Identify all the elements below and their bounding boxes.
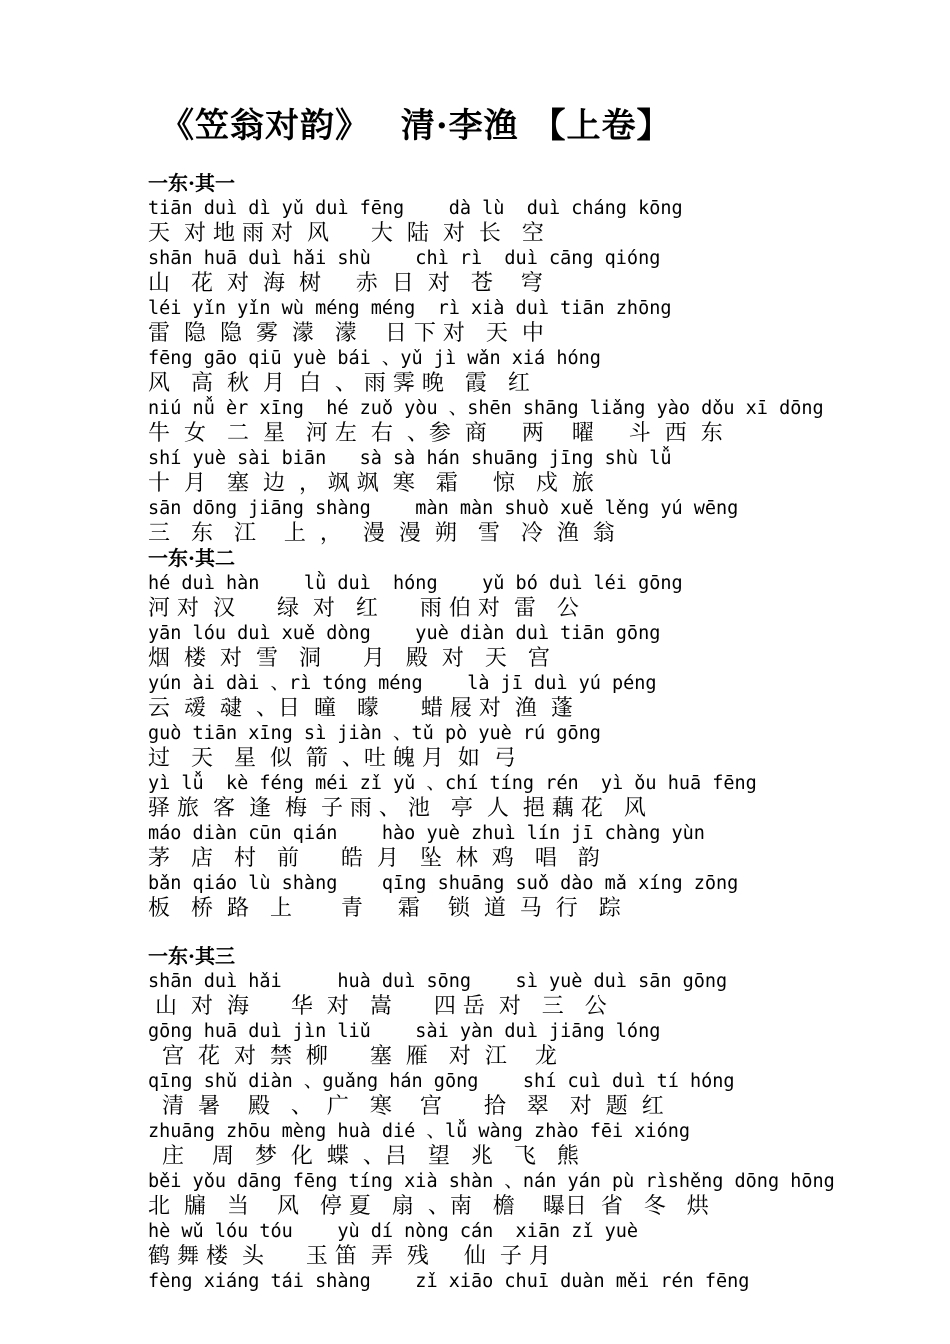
section-heading: 一东·其二	[148, 546, 235, 570]
pinyin-line: sān dōng jiāng shàng màn màn shuò xuě lěng yú wēng	[148, 498, 739, 519]
hanzi-line: 板 桥 路 上 青 霜 锁 道 马 行 踪	[148, 896, 621, 921]
pinyin-line: shí yuè sài biān sà sà hán shuāng jīng shù lǚ	[148, 448, 672, 469]
section-3	[148, 944, 868, 1294]
hanzi-line: 鹤 舞 楼 头 玉 笛 弄 残 仙 子 月	[148, 1244, 551, 1269]
pinyin-line: guò tiān xīng sì jiàn 、tǔ pò yuè rú gōng	[148, 723, 601, 744]
pinyin-line: zhuāng zhōu mèng huà dié 、lǚ wàng zhào fēi xióng	[148, 1121, 690, 1142]
pinyin-line: hè wǔ lóu tóu yù dí nòng cán xiān zǐ yuè	[148, 1221, 639, 1242]
pinyin-line: qīng shǔ diàn 、guǎng hán gōng shí cuì duì tí hóng	[148, 1071, 735, 1092]
hanzi-line: 过 天 星 似 箭 、吐 魄 月 如 弓	[148, 746, 516, 771]
hanzi-line: 宫 花 对 禁 柳 塞 雁 对 江 龙	[148, 1044, 557, 1069]
hanzi-line: 三 东 江 上 ， 漫 漫 朔 雪 冷 渔 翁	[148, 521, 615, 546]
hanzi-line: 天 对 地 雨 对 风 大 陆 对 长 空	[148, 221, 544, 246]
hanzi-line: 清 暑 殿 、 广 寒 宫 拾 翠 对 题 红	[148, 1094, 664, 1119]
section-heading: 一东·其三	[148, 944, 235, 968]
hanzi-line: 十 月 塞 边 ， 飒 飒 寒 霜 惊 戍 旅	[148, 471, 594, 496]
pinyin-line: shān duì hǎi huà duì sōng sì yuè duì sān gōng	[148, 971, 728, 992]
pinyin-line: shān huā duì hǎi shù chì rì duì cāng qióng	[148, 248, 661, 269]
pinyin-line: tiān duì dì yǔ duì fēng dà lù duì cháng kōng	[148, 198, 683, 219]
section-heading: 一东·其一	[148, 171, 235, 195]
hanzi-line: 庄 周 梦 化 蝶 、吕 望 兆 飞 熊	[148, 1144, 579, 1169]
hanzi-line: 河 对 汉 绿 对 红 雨 伯 对 雷 公	[148, 596, 579, 621]
pinyin-line: bǎn qiáo lù shàng qīng shuāng suǒ dào mǎ xíng zōng	[148, 873, 739, 894]
document-title: 《笠翁对韵》 清·李渔 【上卷】	[160, 106, 672, 146]
pinyin-line: yún ài dài 、rì tóng méng là jī duì yú péng	[148, 673, 657, 694]
pinyin-line: běi yǒu dāng fēng tíng xià shàn 、nán yán pù rìshěng dōng hōng	[148, 1171, 835, 1192]
pinyin-line: yān lóu duì xuě dòng yuè diàn duì tiān gōng	[148, 623, 661, 644]
pinyin-line: máo diàn cūn qián hào yuè zhuì lín jī chàng yùn	[148, 823, 705, 844]
hanzi-line: 云 叆 叇 、日 曈 曚 蜡 屐 对 渔 蓬	[148, 696, 573, 721]
hanzi-line: 牛 女 二 星 河 左 右 、参 商 两 曜 斗 西 东	[148, 421, 723, 446]
hanzi-line: 茅 店 村 前 皓 月 坠 林 鸡 唱 韵	[148, 846, 600, 871]
pinyin-line: léi yǐn yǐn wù méng méng rì xià duì tiān zhōng	[148, 298, 672, 319]
hanzi-line: 驿 旅 客 逢 梅 子 雨 、 池 亭 人 挹 藕 花 风	[148, 796, 646, 821]
pinyin-line: hé duì hàn lǜ duì hóng yǔ bó duì léi gōng	[148, 573, 683, 594]
pinyin-line: fēng gāo qiū yuè bái 、yǔ jì wǎn xiá hóng	[148, 348, 601, 369]
pinyin-line: niú nǚ èr xīng hé zuǒ yòu 、shēn shāng liǎng yào dǒu xī dōng	[148, 398, 824, 419]
hanzi-line: 烟 楼 对 雪 洞 月 殿 对 天 宫	[148, 646, 550, 671]
pinyin-line: gōng huā duì jìn liǔ sài yàn duì jiāng lóng	[148, 1021, 661, 1042]
hanzi-line: 北 牖 当 风 停 夏 扇 、南 檐 曝日 省 冬 烘	[148, 1194, 709, 1219]
section-1	[148, 171, 868, 546]
pinyin-line: fèng xiáng tái shàng zǐ xiāo chuī duàn měi rén fēng	[148, 1271, 750, 1292]
section-2	[148, 546, 868, 921]
pinyin-line: yì lǚ kè féng méi zǐ yǔ 、chí tíng rén yì ǒu huā fēng	[148, 773, 757, 794]
hanzi-line: 山 对 海 华 对 嵩 四 岳 对 三 公	[148, 994, 607, 1019]
hanzi-line: 山 花 对 海 树 赤 日 对 苍 穹	[148, 271, 543, 296]
hanzi-line: 雷 隐 隐 雾 濛 濛 日 下 对 天 中	[148, 321, 544, 346]
hanzi-line: 风 高 秋 月 白 、 雨 霁 晚 霞 红	[148, 371, 530, 396]
